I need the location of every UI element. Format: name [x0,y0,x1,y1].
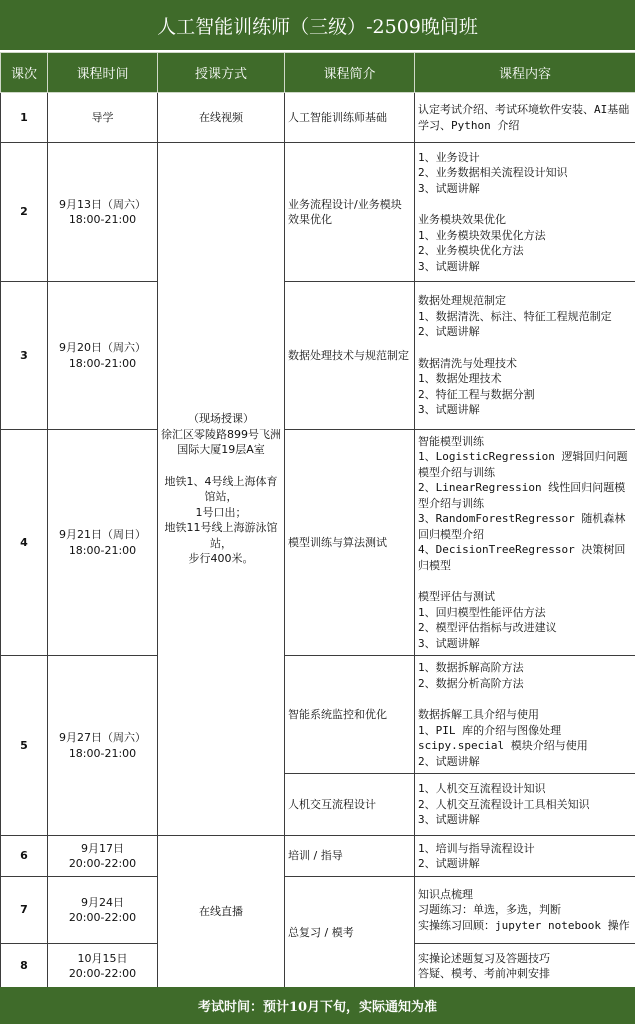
lesson-content [415,774,635,836]
text-line: 数据拆解工具介绍与使用 [418,708,539,721]
text-line: 2、试题讲解 [418,857,480,870]
text-line: 1号口出； [195,505,247,519]
text-line: 答疑、模考、考前冲刺安排 [418,967,550,980]
lesson-intro: 智能系统监控和优化 [285,656,415,774]
table-row [1,430,635,656]
text-line: 4、DecisionTreeRegressor 决策树回归模型 [418,543,626,572]
text-line: 9月17日 [81,841,124,855]
line-gap [418,196,632,212]
text-line: 1、数据拆解高阶方法 [418,661,524,674]
text-line: 18:00-21:00 [68,356,137,370]
schedule-table [0,52,635,989]
text-line: 3、试题讲解 [418,813,480,827]
text-line: 9月21日（周日） [59,528,146,541]
table-row [1,93,635,143]
lesson-number: 4 [1,430,48,656]
text-line: 1、回归模型性能评估方法 [418,605,546,619]
text-line: 2、模型评估指标与改进建议 [418,621,557,635]
text-line: 3、试题讲解 [418,181,480,195]
text-line: 2、LinearRegression 线性回归问题模型介绍与训练 [418,481,626,510]
text-line: 地铁11号线上海游泳馆站， [164,521,278,550]
text-line: 1、数据处理技术 [418,372,502,386]
text-line: 2、试题讲解 [418,754,480,768]
line-gap [418,573,632,589]
lesson-time [48,656,158,836]
text-line: 业务模块效果优化 [418,213,506,227]
text-line: 10月15日 [77,951,128,965]
text-line: 3、试题讲解 [418,636,480,650]
text-line: 18:00-21:00 [68,543,137,557]
lesson-time [48,93,158,143]
text-line: 2、人机交互流程设计工具相关知识 [418,797,590,811]
lesson-number: 1 [1,93,48,143]
lesson-intro: 人工智能训练师基础 [285,93,415,143]
text-line: 2、特征工程与数据分割 [418,387,535,401]
lesson-number: 2 [1,143,48,282]
text-line: 1、人机交互流程设计知识 [418,782,546,796]
text-line: 2、数据分析高阶方法 [418,676,524,690]
text-line: 在线视频 [199,110,243,124]
lesson-content [415,430,635,656]
text-line: 9月27日（周六） [59,731,146,744]
text-line: 导学 [91,110,114,124]
lesson-number: 7 [1,877,48,944]
lesson-content [415,656,635,774]
lesson-content [415,877,635,944]
onsite-location [158,143,285,836]
lesson-intro: 数据处理技术与规范制定 [285,282,415,430]
lesson-number: 5 [1,656,48,836]
text-line: 智能模型训练 [418,434,484,448]
text-line: 1、培训与指导流程设计 [418,841,535,855]
header-intro: 课程简介 [285,53,415,93]
text-line: 3、试题讲解 [418,403,480,417]
table-row [1,282,635,430]
text-line: 9月13日（周六） [59,197,146,211]
text-line: 18:00-21:00 [68,746,137,760]
line-gap [418,691,632,707]
lesson-method [158,93,285,143]
text-line: 1、PIL 库的介绍与图像处理 [418,723,562,737]
text-line: 20:00-22:00 [68,967,137,980]
page-title: 人工智能训练师（三级）-2509晚间班 [0,0,635,52]
text-line: scipy.special 模块介绍与使用 [418,739,588,752]
lesson-intro: 模型训练与算法测试 [285,430,415,656]
lesson-time [48,877,158,944]
lesson-content [415,93,635,143]
table-row [1,877,635,944]
lesson-time [48,430,158,656]
text-line: 3、RandomForestRegressor 随机森林回归模型介绍 [418,512,626,541]
text-line: 数据清洗与处理技术 [418,356,517,370]
lesson-number: 3 [1,282,48,430]
lesson-content [415,143,635,282]
lesson-intro: 培训 / 指导 [285,836,415,877]
header-content: 课程内容 [415,53,635,93]
text-line: 模型评估与测试 [418,590,495,604]
text-line: 步行400米。 [188,552,254,566]
lesson-content [415,944,635,989]
text-line: 1、业务设计 [418,150,480,164]
exam-time-footer: 考试时间：预计10月下旬，实际通知为准 [0,987,635,1024]
lesson-intro: 总复习 / 模考 [285,877,415,989]
text-line: （现场授课） [188,412,254,426]
table-row [1,836,635,877]
lesson-number: 8 [1,944,48,989]
text-line: 18:00-21:00 [68,213,137,226]
text-line: 2、试题讲解 [418,325,480,339]
text-line: 1、业务模块效果优化方法 [418,228,546,242]
lesson-intro: 业务流程设计/业务模块效果优化 [285,143,415,282]
text-line: 实操论述题复习及答题技巧 [418,951,550,965]
lesson-time [48,143,158,282]
header-method: 授课方式 [158,53,285,93]
table-row [1,143,635,282]
text-line: 9月24日 [81,895,124,909]
text-line: 实操练习回顾：jupyter notebook 操作 [418,918,630,932]
text-line: 3、试题讲解 [418,259,480,273]
lesson-intro: 人机交互流程设计 [285,774,415,836]
text-line: 9月20日（周六） [59,341,146,354]
live-method [158,836,285,989]
text-line: 认定考试介绍、考试环境软件安装、AI基础学习、Python 介绍 [418,103,630,132]
text-line: 数据处理规范制定 [418,294,506,308]
lesson-time [48,282,158,430]
text-line: 在线直播 [199,905,243,919]
header-row [1,53,635,93]
text-line: 知识点梳理 [418,887,473,901]
lesson-time [48,944,158,989]
line-gap [161,458,281,474]
text-line: 徐汇区零陵路899号飞洲国际大厦19层A室 [161,427,281,457]
lesson-time [48,836,158,877]
lesson-content [415,282,635,430]
lesson-content [415,836,635,877]
line-gap [418,340,632,356]
text-line: 2、业务数据相关流程设计知识 [418,166,568,180]
text-line: 习题练习：单选，多选，判断 [418,903,561,917]
text-line: 2、业务模块优化方法 [418,244,524,258]
header-time: 课程时间 [48,53,158,93]
table-row [1,656,635,774]
lesson-number: 6 [1,836,48,877]
text-line: 1、数据清洗、标注、特征工程规范制定 [418,309,612,323]
text-line: 1、LogisticRegression 逻辑回归问题模型介绍与训练 [418,450,628,479]
text-line: 20:00-22:00 [68,911,137,924]
header-lesson: 课次 [1,53,48,93]
text-line: 20:00-22:00 [68,857,137,870]
text-line: 地铁1、4号线上海体育馆站， [164,474,278,504]
